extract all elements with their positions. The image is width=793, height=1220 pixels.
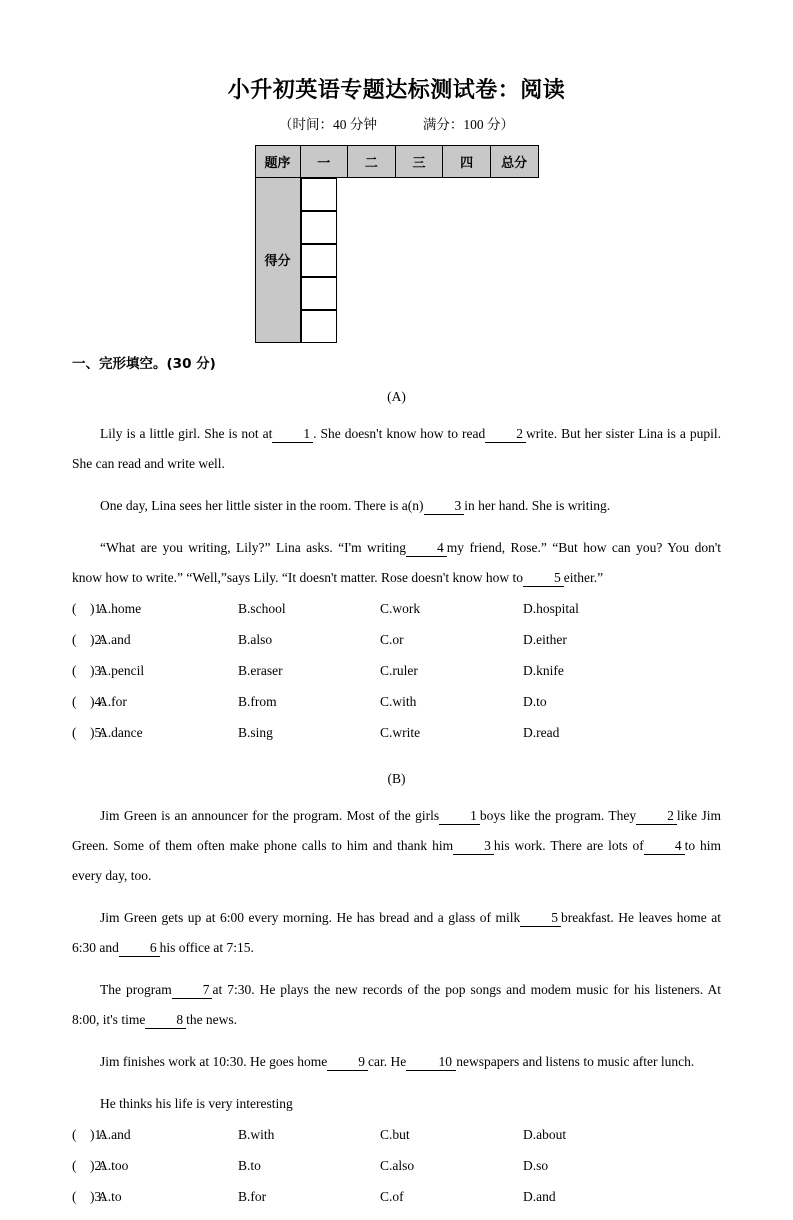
exam-duration: （时间：40 分钟	[279, 117, 377, 133]
answer-bracket[interactable]: ( )3.	[72, 662, 105, 678]
score-table-cell: 四	[443, 145, 491, 177]
cloze-blank[interactable]: 8	[145, 1013, 186, 1029]
option-choice-a[interactable]: A.to	[98, 1188, 122, 1204]
passage-paragraph: Jim Green is an announcer for the program. Most of the girls 1 boys like the program. They 2 like Jim Green. Some of them often make phone calls to him and thank him 3 his work. There are lots of 4 to him every day, too.	[72, 807, 722, 883]
option-choice-a[interactable]: A.and	[98, 631, 131, 647]
answer-bracket[interactable]: ( )2.	[72, 631, 105, 647]
option-choice-c[interactable]: C.but	[380, 1126, 410, 1142]
option-choice-b[interactable]: B.school	[238, 600, 286, 616]
option-row	[72, 725, 721, 756]
options-list-b	[72, 1119, 721, 1220]
option-choice-b[interactable]: B.sing	[238, 724, 273, 740]
page-title: 小升初英语专题达标测试卷：阅读	[227, 78, 566, 103]
cloze-blank[interactable]: 1	[272, 427, 313, 443]
option-choice-a[interactable]: A.and	[98, 1126, 131, 1142]
option-choice-d[interactable]: D.read	[523, 724, 560, 740]
option-choice-a[interactable]: A.home	[98, 600, 142, 616]
answer-bracket[interactable]: ( )4.	[72, 693, 105, 709]
passage-body-b	[72, 789, 721, 1119]
option-choice-c[interactable]: C.work	[380, 600, 421, 616]
cloze-blank[interactable]: 7	[172, 983, 213, 999]
option-row	[72, 1158, 721, 1189]
exam-total-score: 满分：100 分）	[422, 117, 514, 133]
answer-bracket[interactable]: ( )1.	[72, 1126, 105, 1142]
option-choice-a[interactable]: A.dance	[98, 724, 143, 740]
option-choice-c[interactable]: C.write	[380, 724, 421, 740]
score-table-cell: 一	[300, 145, 348, 177]
option-choice-c[interactable]: C.ruler	[380, 662, 418, 678]
option-choice-d[interactable]: D.about	[523, 1126, 567, 1142]
passage-paragraph: Jim finishes work at 10:30. He goes home 9 car. He 10 newspapers and listens to music after lunch.	[100, 1053, 695, 1069]
option-row	[72, 1127, 721, 1158]
option-choice-b[interactable]: B.from	[238, 693, 277, 709]
score-table-container	[72, 145, 721, 344]
passage-paragraph: Jim Green gets up at 6:00 every morning. He has bread and a glass of milk 5 breakfast. He leaves home at 6:30 and 6 his office at 7:15.	[72, 909, 721, 955]
score-table-row-label: 得分	[255, 177, 300, 343]
score-table-cell: 二	[348, 145, 396, 177]
option-row	[72, 601, 721, 632]
option-choice-c[interactable]: C.of	[380, 1188, 404, 1204]
option-row	[72, 694, 721, 725]
option-choice-d[interactable]: D.so	[523, 1157, 549, 1173]
passage-label-b: (B)	[387, 770, 406, 786]
option-choice-b[interactable]: B.with	[238, 1126, 275, 1142]
score-table-body	[255, 145, 538, 343]
score-input-cell[interactable]	[301, 310, 337, 343]
option-choice-c[interactable]: C.also	[380, 1157, 415, 1173]
option-choice-d[interactable]: D.knife	[523, 662, 564, 678]
score-table-row-label: 题序	[255, 145, 300, 177]
table-row-score	[255, 177, 538, 343]
passage-paragraph: One day, Lina sees her little sister in the room. There is a(n) 3 in her hand. She is writing.	[100, 497, 611, 513]
answer-bracket[interactable]: ( )1.	[72, 600, 105, 616]
option-choice-d[interactable]: D.and	[523, 1188, 556, 1204]
option-choice-c[interactable]: C.or	[380, 631, 404, 647]
cloze-blank[interactable]: 10	[406, 1055, 456, 1071]
exam-meta	[72, 104, 721, 133]
passage-paragraph: Lily is a little girl. She is not at 1 . She doesn't know how to read 2 write. But her sister Lina is a pupil. She can read and write well.	[72, 425, 721, 471]
cloze-blank[interactable]: 3	[424, 499, 465, 515]
score-table	[255, 145, 539, 344]
score-input-cell[interactable]	[301, 277, 337, 310]
cloze-blank[interactable]: 2	[636, 809, 677, 825]
cloze-blank[interactable]: 5	[523, 571, 564, 587]
cloze-blank[interactable]: 3	[453, 839, 494, 855]
option-choice-c[interactable]: C.with	[380, 693, 417, 709]
option-choice-b[interactable]: B.to	[238, 1157, 261, 1173]
option-row	[72, 632, 721, 663]
option-choice-a[interactable]: A.for	[98, 693, 127, 709]
score-input-cell[interactable]	[301, 178, 337, 211]
passage-paragraph: He thinks his life is very interesting	[100, 1095, 293, 1111]
option-choice-b[interactable]: B.for	[238, 1188, 267, 1204]
answer-bracket[interactable]: ( )3.	[72, 1188, 105, 1204]
cloze-blank[interactable]: 4	[644, 839, 685, 855]
option-choice-d[interactable]: D.to	[523, 693, 547, 709]
option-choice-d[interactable]: D.hospital	[523, 600, 579, 616]
option-row	[72, 663, 721, 694]
score-table-cell: 三	[395, 145, 443, 177]
passage-paragraph: “What are you writing, Lily?” Lina asks. “I'm writing 4 my friend, Rose.” “But how can you? You don't know how to write.” “Well,”says Lily. “It doesn't matter. Rose doesn't know how to 5 either.”	[72, 539, 721, 585]
option-choice-a[interactable]: A.too	[98, 1157, 129, 1173]
score-input-cell[interactable]	[301, 244, 337, 277]
cloze-blank[interactable]: 4	[406, 541, 447, 557]
score-input-cell[interactable]	[301, 211, 337, 244]
score-table-cell: 总分	[490, 145, 538, 177]
option-choice-a[interactable]: A.pencil	[98, 662, 145, 678]
cloze-blank[interactable]: 2	[485, 427, 526, 443]
option-choice-b[interactable]: B.also	[238, 631, 273, 647]
answer-bracket[interactable]: ( )5.	[72, 724, 105, 740]
option-row	[72, 1189, 721, 1220]
option-choice-d[interactable]: D.either	[523, 631, 567, 647]
section-heading-cloze: 一、完形填空。(30 分)	[72, 356, 216, 373]
passage-label-a: (A)	[387, 388, 406, 404]
table-row-header	[255, 145, 538, 177]
option-choice-b[interactable]: B.eraser	[238, 662, 283, 678]
cloze-blank[interactable]: 1	[439, 809, 480, 825]
cloze-blank[interactable]: 6	[119, 941, 160, 957]
cloze-blank[interactable]: 9	[327, 1055, 368, 1071]
answer-bracket[interactable]: ( )2.	[72, 1157, 105, 1173]
cloze-blank[interactable]: 5	[520, 911, 561, 927]
passage-body-a	[72, 407, 721, 593]
passage-paragraph: The program 7 at 7:30. He plays the new records of the pop songs and modem music for his listeners. At 8:00, it's time 8 the news.	[72, 981, 721, 1027]
options-list-a	[72, 593, 721, 756]
